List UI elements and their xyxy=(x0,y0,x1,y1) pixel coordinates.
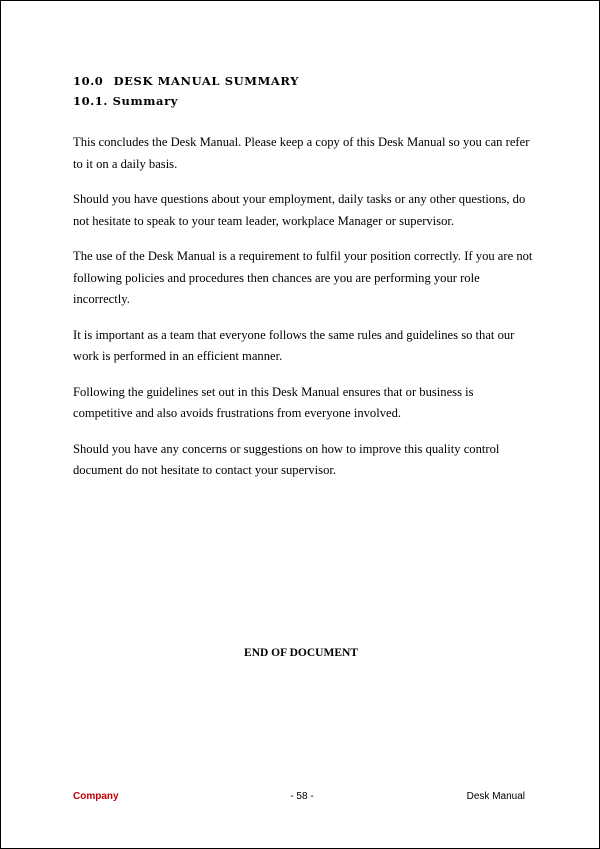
body-text xyxy=(73,132,535,496)
page-footer xyxy=(73,791,525,805)
paragraph: Should you have any concerns or suggestions on how to improve this quality control document do not hesitate to contact your supervisor. xyxy=(73,441,500,477)
paragraph: Following the guidelines set out in this Desk Manual ensures that or business is competitive and also avoids frustrations from everyone involved. xyxy=(73,384,474,420)
footer-document-name: Desk Manual xyxy=(466,791,525,802)
paragraph: The use of the Desk Manual is a requirement to fulfil your position correctly. If you are not following policies and procedures then chances are you are performing your role incorrectly. xyxy=(73,249,533,306)
section-heading xyxy=(73,74,299,88)
footer-company: Company xyxy=(73,791,119,802)
paragraph: It is important as a team that everyone follows the same rules and guidelines so that our work is performed in an efficient manner. xyxy=(73,327,515,363)
footer-page-number: - 58 - xyxy=(290,791,314,802)
subsection-heading xyxy=(73,94,178,108)
subsection-number: 10.1. xyxy=(73,94,109,108)
section-number: 10.0 xyxy=(73,74,104,88)
paragraph: This concludes the Desk Manual. Please keep a copy of this Desk Manual so you can refer to it on a daily basis. xyxy=(73,135,530,171)
subsection-title: Summary xyxy=(112,94,179,108)
paragraph: Should you have questions about your employment, daily tasks or any other questions, do not hesitate to speak to your team leader, workplace Manager or supervisor. xyxy=(73,192,526,228)
end-of-document: END OF DOCUMENT xyxy=(244,647,358,659)
section-title: DESK MANUAL SUMMARY xyxy=(113,74,300,88)
